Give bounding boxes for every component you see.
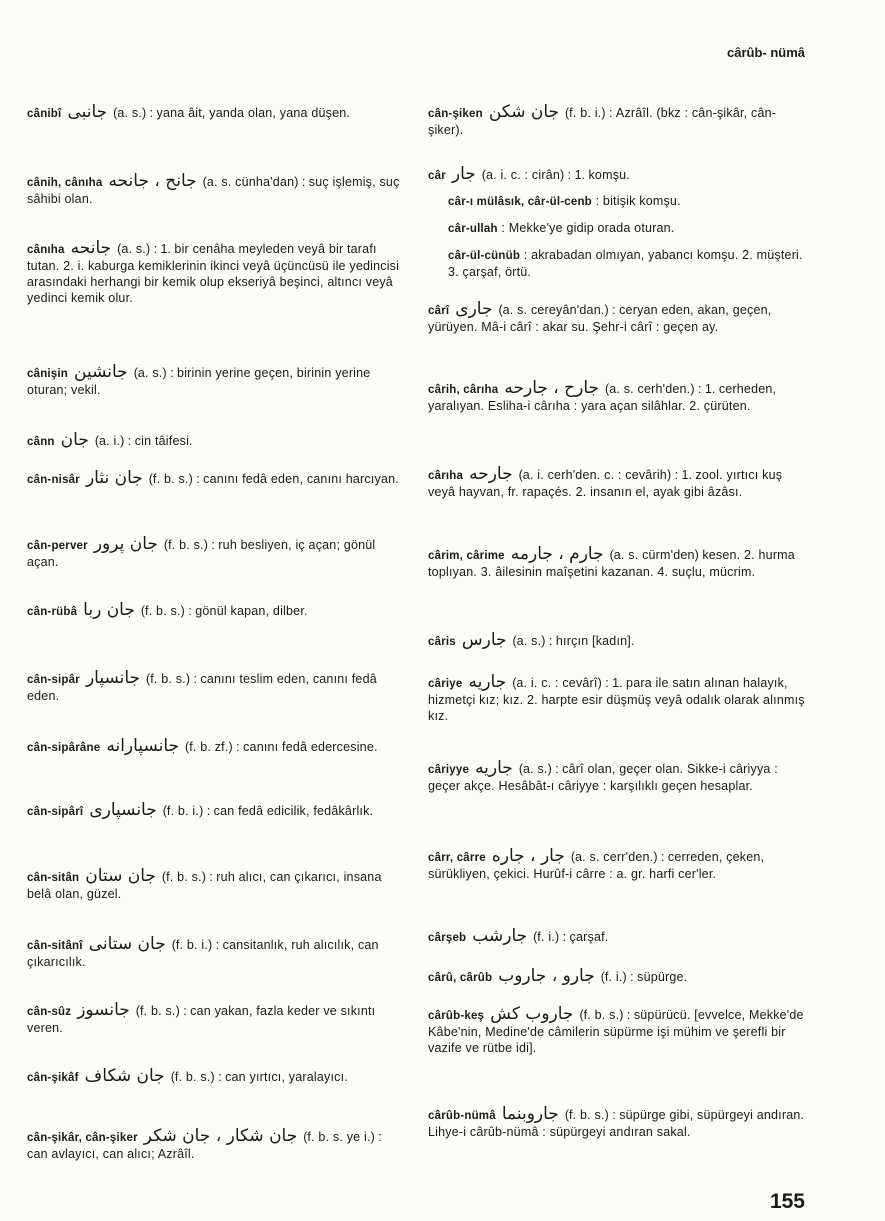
headword: cân-sipârâne [27,742,101,754]
definition: (a. s. cerh'den.) : 1. cerheden, yaralıyan. Esliha-i cârıha : yara açan silâhlar. 2. çürüten. [428,382,777,413]
arabic-script: جان ستانی [88,934,166,954]
definition: (f. b. s.) : ruh besliyen, iç açan; gönül açan. [27,538,376,569]
arabic-script: جان شكاف [84,1066,165,1086]
definition: (f. b. s. ye i.) : can avlayıcı, can alıcı; Azrâîl. [27,1130,382,1161]
arabic-script: جان شكن [488,102,560,122]
definition: (f. i.) : çarşaf. [533,930,609,944]
arabic-script: جارح ، جارحه [504,378,600,398]
arabic-script: جانحه [70,238,112,258]
arabic-script: جارم ، جارمه [510,544,604,564]
dictionary-subentry [428,193,806,210]
definition: (a. s. cereyân'dan.) : ceryan eden, akan, geçen, yürüyen. Mâ-i cârî : akar su. Şehr-i cârî : geçen ay. [428,303,772,334]
arabic-script: جانسوز [77,1000,130,1020]
arabic-script: جاروب كش [490,1004,574,1024]
arabic-script: جاريه [468,672,507,692]
definition: (a. s.) : 1. bir cenâha meyleden veyâ bir tarafı tutan. 2. i. kaburga kemiklerinin ikinci veyâ üçüncüsü ile yedincisi arasındaki herhangi bir kemik olup ekseriyâ beşinci, altıncı veyâ yedinci kemik olur. [27,242,400,305]
dictionary-subentry [428,220,806,237]
definition: (f. b. zf.) : canını fedâ edercesine. [185,740,378,754]
headword: câr-ül-cünüb [448,250,521,262]
headword: cân-sipâr [27,674,80,686]
dictionary-entry [27,364,402,398]
arabic-script: جان نثار [85,468,143,488]
definition: (a. s.) : yana âit, yanda olan, yana düşen. [113,106,351,120]
headword: cân-sitânî [27,940,83,952]
definition: : akrabadan olmıyan, yabancı komşu. 2. müşteri. 3. çarşaf, örtü. [448,248,803,279]
headword: cânişin [27,368,69,380]
definition: (a. s. cünha'dan) : suç işlemiş, suç sâhibi olan. [27,175,400,206]
arabic-script: جان [60,430,89,450]
arabic-script: جان ستان [85,866,156,886]
headword: cânibî [27,108,62,120]
arabic-script: جانسپاری [89,800,157,820]
dictionary-entry [428,1106,806,1140]
arabic-script: جانشین [74,362,128,382]
dictionary-entry [428,632,806,650]
dictionary-entry [27,1068,402,1086]
arabic-script: جان شكار ، جان شكر [143,1126,298,1146]
arabic-script: جاريه [475,758,513,778]
headword: cân-şikâf [27,1072,79,1084]
arabic-script: جارحه [469,464,513,484]
arabic-script: جانبی [67,102,108,122]
definition: (f. b. s.) : can yakan, fazla keder ve sıkıntı veren. [27,1004,376,1035]
dictionary-entry [428,104,806,138]
headword: cân-perver [27,540,88,552]
headword: cârû, cârûb [428,972,493,984]
dictionary-entry [27,738,402,756]
dictionary-entry [428,466,806,500]
definition: (a. i.) : cin tâifesi. [94,434,193,448]
dictionary-entry [428,848,806,882]
definition: : Mekke'ye gidip orada oturan. [501,221,675,235]
dictionary-entry [27,240,402,306]
dictionary-entry [27,802,402,820]
headword: cân-rübâ [27,606,78,618]
arabic-script: جار ، جاره [491,846,565,866]
arabic-script: جار [451,164,476,184]
dictionary-entry [27,936,402,970]
definition: (a. s. cerr'den.) : cerreden, çeken, sürükliyen, çekici. Hurûf-i cârre : a. gr. harfi cer'ler. [428,850,765,881]
headword: cânıha [27,244,65,256]
headword: câriyye [428,764,470,776]
dictionary-subentry [428,247,806,280]
dictionary-entry [428,928,806,946]
dictionary-entry [27,868,402,902]
definition: (f. b. s.) : ruh alıcı, can çıkarıcı, insana belâ olan, güzel. [27,870,382,901]
headword: cân-sûz [27,1006,72,1018]
headword: cânih, cânıha [27,177,103,189]
arabic-script: جاری [455,299,493,319]
headword: cân-sitân [27,872,80,884]
headword: cârr, cârre [428,852,486,864]
definition: (a. s.) : cârî olan, geçer olan. Sikke-i câriyya : geçer akçe. Hesâbât-ı câriyye : karşılıklı geçen hesaplar. [428,762,778,793]
headword: câris [428,636,456,648]
dictionary-entry [428,760,806,794]
definition: (a. s. cürm'den) kesen. 2. hurma toplıyan. 3. âilesinin maîşetini kazanan. 4. suçlu, mücrim. [428,548,795,579]
definition: (f. b. s.) : süpürge gibi, süpürgeyi andıran. Lihye-i cârûb-nümâ : süpürgeyi andıran sakal. [428,1108,805,1139]
dictionary-entry [428,1006,806,1056]
definition: (f. b. s.) : canını fedâ eden, canını harcıyan. [148,472,399,486]
definition: (a. i. cerh'den. c. : cevârih) : 1. zool. yırtıcı kuş veyâ hayvan, fr. rapaçés. 2. insanın el, ayak gibi âzâsı. [428,468,783,499]
definition: (f. b. i.) : Azrâîl. (bkz : cân-şikâr, cân-şiker). [428,106,777,137]
dictionary-entry [27,670,402,704]
dictionary-entry [428,674,806,724]
dictionary-entry [27,1128,402,1162]
headword: cârih, cârıha [428,384,499,396]
arabic-script: جانسپارانه [106,736,180,756]
dictionary-entry [27,1002,402,1036]
dictionary-entry [428,166,806,184]
definition: (f. i.) : süpürge. [600,970,688,984]
headword: câr-ullah [448,223,498,235]
headword: cân-sipârî [27,806,84,818]
dictionary-entry [428,546,806,580]
headword: cârıha [428,470,464,482]
headword: cârim, cârime [428,550,505,562]
running-header: cârûb- nümâ [726,45,805,60]
arabic-script: جان ربا [83,600,135,620]
headword: câriye [428,678,463,690]
dictionary-entry [27,173,402,207]
dictionary-entry [27,104,402,122]
headword: cân-şiken [428,108,483,120]
definition: (f. b. i.) : can fedâ edicilik, fedâkârlık. [162,804,374,818]
dictionary-entry [27,536,402,570]
dictionary-entry [27,432,402,450]
definition: (a. i. c. : cevârî) : 1. para ile satın alınan halayık, hizmetçi kız; kız. 2. harpte esir düşmüş veyâ odalık olarak alınmış kız. [428,676,805,723]
definition: (a. s.) : hırçın [kadın]. [512,634,635,648]
definition: (f. b. s.) : gönül kapan, dilber. [140,604,308,618]
headword: cârûb-nümâ [428,1110,496,1122]
headword: câr-ı mülâsık, câr-ül-cenb [448,196,592,208]
definition: (a. s.) : birinin yerine geçen, birinin yerine oturan; vekil. [27,366,371,397]
headword: cân-nisâr [27,474,80,486]
dictionary-entry [428,301,806,335]
dictionary-entry [428,968,806,986]
arabic-script: جارو ، جاروب [498,966,595,986]
definition: (f. b. s.) : canını teslim eden, canını fedâ eden. [27,672,377,703]
headword: cârûb-keş [428,1010,485,1022]
dictionary-entry [428,380,806,414]
dictionary-entry [27,602,402,620]
arabic-script: جانسپار [85,668,141,688]
definition: (f. b. s.) : süpürücü. [evvelce, Mekke'de Kâbe'nin, Medine'de câmilerin süpürme işi mühim ve şerefli bir vazife ve rütbe idi]. [428,1008,804,1055]
definition: (f. b. i.) : cansitanlık, ruh alıcılık, can çıkarıcılık. [27,938,379,969]
arabic-script: جارس [461,630,507,650]
page-number: 155 [769,1190,805,1213]
headword: cârî [428,305,450,317]
arabic-script: جاروبنما [501,1104,559,1124]
arabic-script: جان پرور [93,534,158,554]
arabic-script: جارشب [472,926,528,946]
arabic-script: جانح ، جانحه [108,171,197,191]
definition: (f. b. s.) : can yırtıcı, yaralayıcı. [170,1070,348,1084]
definition: : bitişik komşu. [595,194,681,208]
headword: câr [428,170,446,182]
headword: cânn [27,436,55,448]
headword: cârşeb [428,932,467,944]
headword: cân-şikâr, cân-şiker [27,1132,138,1144]
definition: (a. i. c. : cirân) : 1. komşu. [481,168,630,182]
dictionary-entry [27,470,402,488]
